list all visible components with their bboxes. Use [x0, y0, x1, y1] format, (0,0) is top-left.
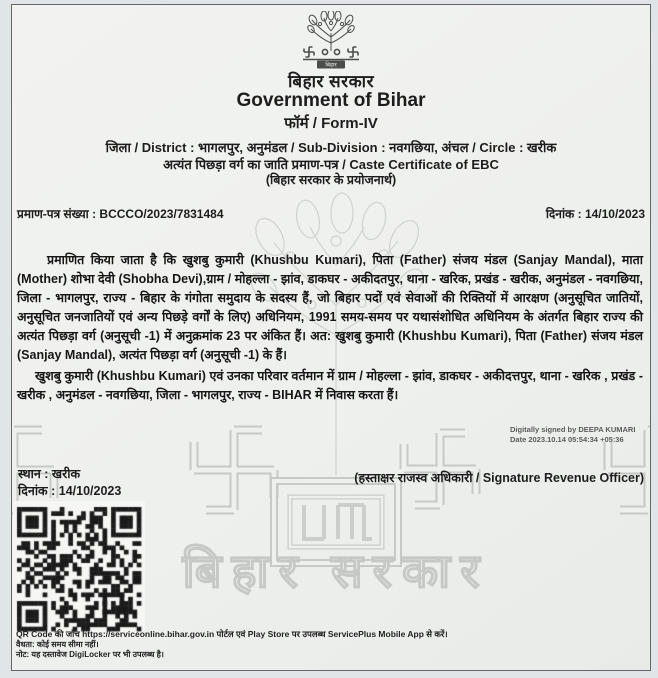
issue-date: दिनांक : 14/10/2023	[545, 207, 645, 221]
title-english: Government of Bihar	[236, 90, 426, 111]
certificate-number: प्रमाण-पत्र संख्या : BCCCO/2023/7831484	[17, 207, 224, 221]
certificate-page	[11, 4, 651, 671]
qr-code	[13, 501, 145, 637]
digital-signature-stamp	[510, 425, 635, 445]
certificate-paragraph-2: खुशबु कुमारी (Khushbu Kumari) एवं उनका परिवार वर्तमान में ग्राम / मोहल्ला - झांव, डाकघर - अकीदत्तपुर, थाना - खरिक , प्रखंड - खरीक , अनुमंडल - नवगछिया, जिला - भागलपुर, राज्य - BIHAR में निवास करता हैं।	[17, 369, 643, 402]
title-hindi: बिहार सरकार	[287, 72, 375, 91]
watermark-text: बिहार सरकार	[182, 544, 490, 597]
qr-verification-note: QR Code की जाँच https://serviceonline.bihar.gov.in पोर्टल एवं Play Store पर उपलब्ध ServicePlus Mobile App से करें।	[16, 629, 448, 639]
digilocker-note: नोट: यह दस्तावेज DigiLocker पर भी उपलब्ध है।	[16, 650, 164, 659]
qr-code-canvas	[15, 505, 143, 633]
footer-notes	[16, 629, 640, 660]
digital-signature-line2: Date 2023.10.14 05:54:34 +05:36	[510, 435, 624, 444]
signature-revenue-officer-label: (हस्ताक्षर राजस्व अधिकारी / Signature Revenue Officer)	[354, 471, 644, 485]
digital-signature-line1: Digitally signed by DEEPA KUMARI	[510, 425, 636, 434]
bihar-government-emblem	[291, 11, 371, 69]
form-line: फॉर्म / Form-IV	[284, 115, 378, 132]
date-line: दिनांक : 14/10/2023	[18, 484, 122, 498]
certificate-paragraph-1: प्रमाणित किया जाता है कि खुशबु कुमारी (Khushbu Kumari), पिता (Father) संजय मंडल (Sanjay Mandal), माता (Mother) शोभा देवी (Shobha Devi),ग्राम / मोहल्ला - झांव, डाकघर - अकीदतपुर, थाना - खरिक, प्रखंड - खरीक, अनुमंडल - नवगछिया, जिला - भागलपुर, राज्य - बिहार के गंगोता समुदाय के सदस्य हैं, जो बिहार पदों एवं सेवाओं की रिक्तियों में आरक्षण (अनुसूचित जातियों, अनुसूचित जनजातियों एवं अन्य पिछड़े वर्गों के लिए) अधिनियम, 1991 समय-समय पर यथासंशोधित अधिनियम के अंतर्गत बिहार राज्य की अत्यंत पिछड़ा वर्ग (अनुसूची -1) में अनुक्रमांक 23 पर अंकित हैं। अत: खुशबु कुमारी (Khushbu Kumari), पिता (Father) संजय मंडल (Sanjay Mandal), अत्यंत पिछड़ा वर्ग (अनुसूची -1) के हैं।	[17, 253, 643, 362]
emblem-plaque-text: बिहार	[325, 62, 337, 69]
emblem-wrap	[12, 11, 650, 69]
certificate-title: अत्यंत पिछड़ा वर्ग का जाति प्रमाण-पत्र / Caste Certificate of EBC	[163, 157, 499, 172]
watermark-plaque	[274, 481, 398, 563]
place-line: स्थान : खरीक	[18, 467, 81, 481]
meta-row	[17, 205, 645, 222]
validity-note: वैधता: कोई समय सीमा नहीं।	[16, 640, 99, 649]
purpose-line: (बिहार सरकार के प्रयोजनार्थ)	[265, 173, 397, 187]
district-line: जिला / District : भागलपुर, अनुमंडल / Sub-Division : नवगछिया, अंचल / Circle : खरीक	[105, 140, 557, 155]
